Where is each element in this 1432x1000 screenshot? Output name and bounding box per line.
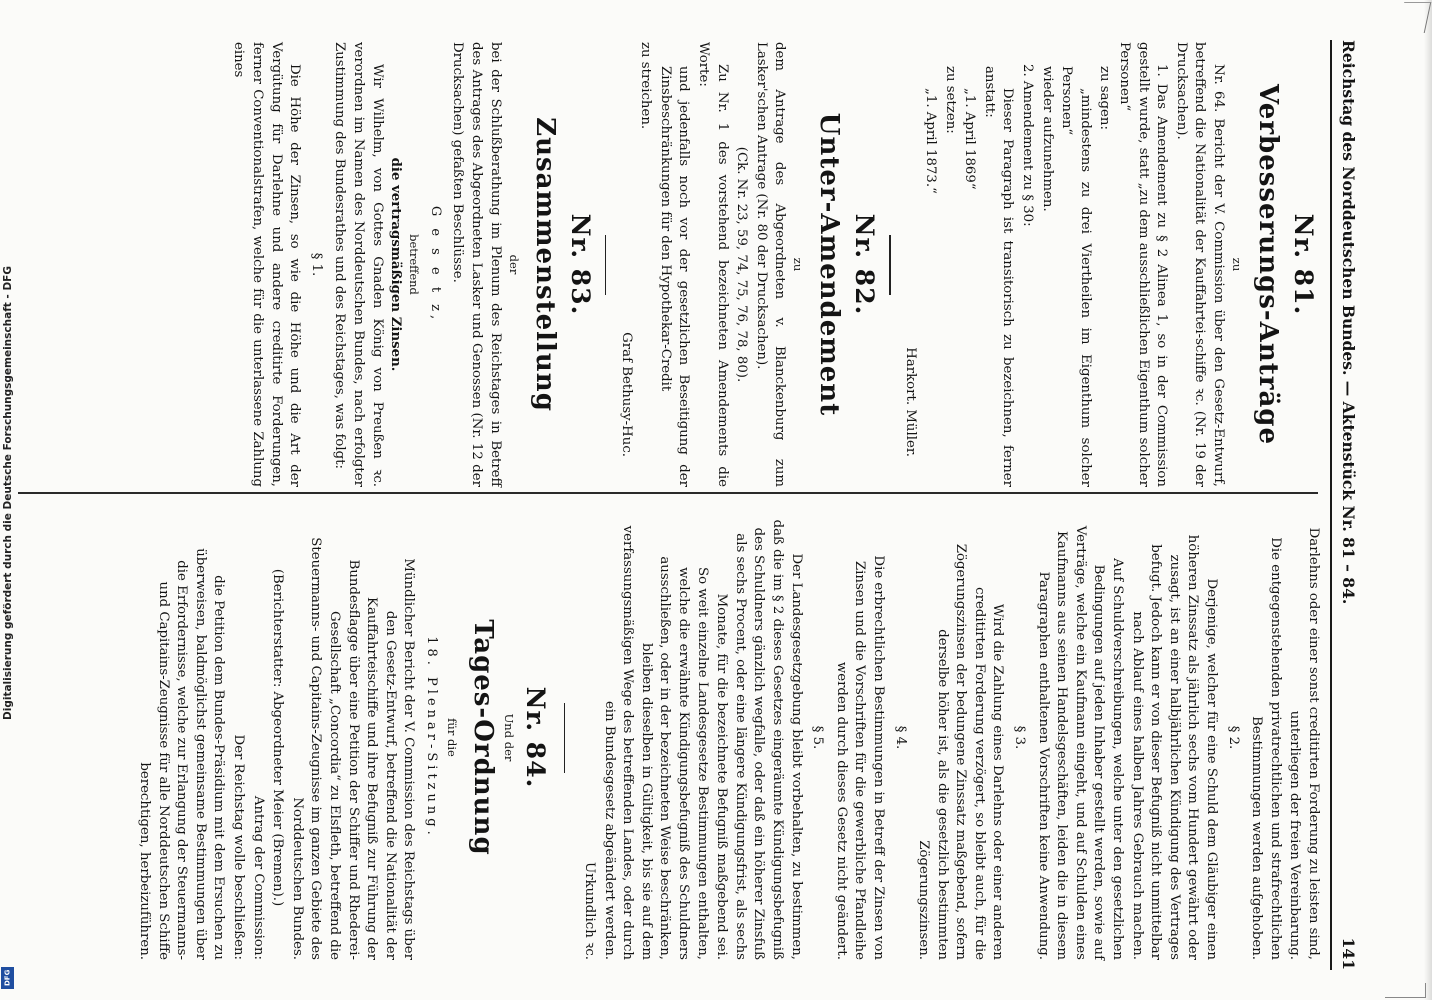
page-edge-shadow — [1424, 0, 1432, 1000]
paragraph: die Petition dem Bundes-Präsidium mit dem Ersuchen zu überweisen, baldmöglichst gemeinsame Bestimmungen über die Erfordernisse, welche zur Erlangung der Steuermanns- und Capitains-Zeugnisse für alle Norddeutschen Schiffe berechtigen, herbeizuführen. — [137, 548, 227, 960]
paragraph: zu streichen. — [638, 42, 654, 130]
signature: Harkort. Müller. — [903, 347, 919, 457]
section-title-84: Tages-Ordnung — [467, 619, 498, 856]
left-column — [228, 42, 1322, 487]
gesetz-heading: G e s e t z, — [427, 205, 443, 324]
paragraph: Die erbrechtlichen Bestimmungen in Betreff der Zinsen von Zinsen und die Vorschriften für die gewerbliche Pfandleihe werden durch dieses Gesetz nicht geändert. — [833, 555, 886, 960]
header-rule — [1330, 40, 1332, 970]
section-title-81: Verbesserungs-Anträge — [1253, 83, 1283, 446]
der-label: der — [506, 254, 521, 275]
paragraph: bei der Schlußberathung im Plenum des Reichstages in Betreff des Antrages des Abgeordneten Lasker und Genossen (Nr. 12 der Drucksachen) gefaßten Beschlüsse. — [450, 42, 503, 487]
separator-rule — [564, 703, 566, 773]
paragraph: „mindestens zu drei Viertheilen im Eigenthum solcher Personen“ — [1059, 66, 1093, 487]
paragraph: Die Höhe der Zinsen, so wie die Höhe und die Art der Vergütung für Darlehne und andere creditirte Forderungen, ferner Conventionalstrafen, welche für die unterlassene Zahlung eines — [231, 42, 303, 487]
section-title-83: Zusammenstellung — [529, 117, 560, 412]
paragraph: wieder aufzunehmen. — [1039, 66, 1055, 212]
paragraph: Dieser Paragraph ist transitorisch zu bezeichnen, ferner anstatt: — [981, 66, 1016, 487]
paragraph: „1. April 1873.“ — [923, 88, 939, 194]
column-divider — [18, 492, 1318, 494]
paragraph: (Ck. Nr. 23, 59, 74, 75, 76, 78, 80). — [734, 146, 750, 383]
separator-rule — [889, 235, 891, 295]
paragraph: Wir Wilhelm, von Gottes Gnaden König von Preußen ꝛc. verordnen im Namen des Norddeutschen Bundes, nach erfolgter Zustimmung des Bundesrathes und des Reichstages, was folgt: — [332, 42, 385, 487]
section-number-83: Nr. 83. — [565, 213, 595, 316]
paragraph-sign: § 5. — [810, 725, 826, 750]
header-title: Reichstag des Norddeutschen Bundes. — Aktenstück Nr. 81 – 84. — [1339, 40, 1358, 605]
signature: Graf Bethusy-Huc. — [618, 332, 634, 457]
page-number: 141 — [1339, 937, 1358, 970]
paragraph: 2. Amendement zu § 30: — [1020, 64, 1036, 227]
paragraph-sign: § 4. — [892, 725, 908, 750]
paragraph: dem Antrage des Abgeordneten v. Blanckenburg zum Lasker'schen Antrage (Nr. 80 der Drucksachen). — [753, 42, 788, 487]
paragraph: Die entgegenstehenden privatrechtlichen und strafrechtlichen Bestimmungen werden aufgehoben. — [1249, 537, 1283, 960]
dfg-logo: DFG — [1, 967, 14, 989]
running-header — [1331, 40, 1357, 970]
paragraph-sign: § 2. — [1225, 725, 1241, 750]
paragraph: Nr. 64. Bericht der V. Commission über den Gesetz-Entwurf, betreffend die Nationalität der Kauffahrtei-schiffe ꝛc. (Nr. 19 der Drucksachen). — [1173, 42, 1226, 487]
und-der-label: Und der — [501, 713, 516, 762]
paragraph: zu sagen: — [1097, 66, 1113, 130]
paragraph: Darlehns oder einer sonst creditirten Forderung zu leisten sind, unterliegen der freien Vereinbarung. — [1287, 527, 1321, 960]
section-number-81: Nr. 81. — [1289, 213, 1318, 316]
digitization-credit-strip — [0, 0, 16, 1000]
fuer-die-label: für die — [444, 718, 459, 757]
paragraph: Auf Schuldverschreibungen, welche unter den gesetzlichen Bedingungen auf jeden Inhaber gestellt werden, sowie auf Verträge, welche ein Kaufmann eingeht, und auf Schulden eines Kaufmanns aus seinen Handelsgeschäften, leiden die in diesem Paragraphen enthaltenen Vorschriften keine Anwendung. — [1035, 525, 1126, 960]
paragraph: „1. April 1869“ — [962, 88, 978, 190]
paragraph-sign: § 3. — [1012, 725, 1028, 750]
paragraph: Wird die Zahlung eines Darlehns oder einer anderen creditirten Forderung verzögert, so bleibt auch, für die Zögerungszinsen der bedungene Zinssatz maßgebend, sofern derselbe höher ist, als die gesetzlich bestimmten Zögerungszinsen. — [916, 543, 1006, 960]
paragraph: und jedenfalls noch vor der gesetzlichen Beseitigung der Zinsbeschränkungen für den Hypothekar-Credit — [657, 66, 692, 487]
zu-label: zu — [1230, 257, 1244, 272]
paragraph: Der Landesgesetzgebung bleibt vorbehalten, zu bestimmen, daß die im § 2 dieses Gesetzes eingeräumte Kündigungsbefugniß des Schuldners gänzlich wegfalle, oder daß ein höherer Zinsfuß als sechs Procent, oder eine längere Kündigungsfrist, als sechs Monate, für die bezeichnete Befugniß maßgebend sei. — [714, 519, 804, 960]
paragraph-sign: § 1. — [308, 252, 324, 277]
page-corner-mark — [1385, 983, 1426, 998]
paragraph: Zu Nr. 1 des vorstehend bezeichneten Amendements die Worte: — [696, 42, 730, 487]
paragraph: Der Reichstag wolle beschließen: — [231, 734, 246, 960]
right-column — [133, 515, 1322, 990]
paragraph: Derjenige, welcher für eine Schuld dem Gläubiger einen höheren Zinssatz als jährlich sechs vom Hundert gewährt oder zusagt, ist an einer halbjährlichen Kündigung des Vertrages befugt. Jedoch kann er von dieser Befugniß nicht unmittelbar nach Ablauf eines halben Jahres Gebrauch machen. — [1129, 534, 1220, 960]
paragraph: Mündlicher Bericht der V. Commission des Reichstags über den Gesetz-Entwurf, betreffend die Nationalität der Kauffahrteischiffe und ihre Befugniß zur Führung der Bundesflagge über eine Petition der Schiffer und Rhederei-Gesellschaft „Concordia“ zu Elsfleth, betreffend die Steuermanns- und Capitains-Zeugnisse im ganzen Gebiete des Norddeutschen Bundes. — [289, 537, 417, 960]
separator-rule — [605, 235, 607, 295]
paragraph: Urkundlich ꝛc. — [582, 862, 598, 960]
session-heading: 18. Plenar-Sitzung. — [423, 636, 439, 839]
law-title: die vertragsmäßigen Zinsen. — [388, 157, 404, 372]
paragraph: zu setzen: — [942, 66, 958, 134]
betreffend-label: betreffend — [407, 234, 422, 295]
paragraph: 1. Das Amendement zu § 2 Alinea 1, so in der Commission gestellt wurde, statt „zu dem ausschließlichen Eigenthum solcher Personen“ — [1117, 42, 1170, 487]
paragraph: Antrag der Commission: — [250, 795, 266, 960]
section-number-84: Nr. 84. — [520, 686, 550, 789]
section-number-82: Nr. 82. — [850, 213, 880, 316]
rotated-document-page — [2, 0, 1362, 1000]
zu-label: zu — [791, 257, 806, 272]
section-title-82: Unter-Amendement — [814, 112, 845, 417]
paragraph: So weit einzelne Landesgesetze Bestimmungen enthalten, welche die erwähnte Kündigungsbefugniß des Schuldners ausschließen, oder in der bezeichneten Weise beschränken, bleiben dieselben in Gültigkeit, bis sie auf dem verfassungsmäßigen Wege des betreffenden Landes, oder durch ein Bundesgesetz abgeändert werden. — [601, 525, 710, 960]
digitization-credit-text: Digitalisierung gefördert durch die Deutsche Forschungsgemeinschaft - DFG — [2, 266, 14, 720]
paragraph: (Berichterstatter: Abgeordneter Meier (Bremen).) — [270, 568, 286, 907]
